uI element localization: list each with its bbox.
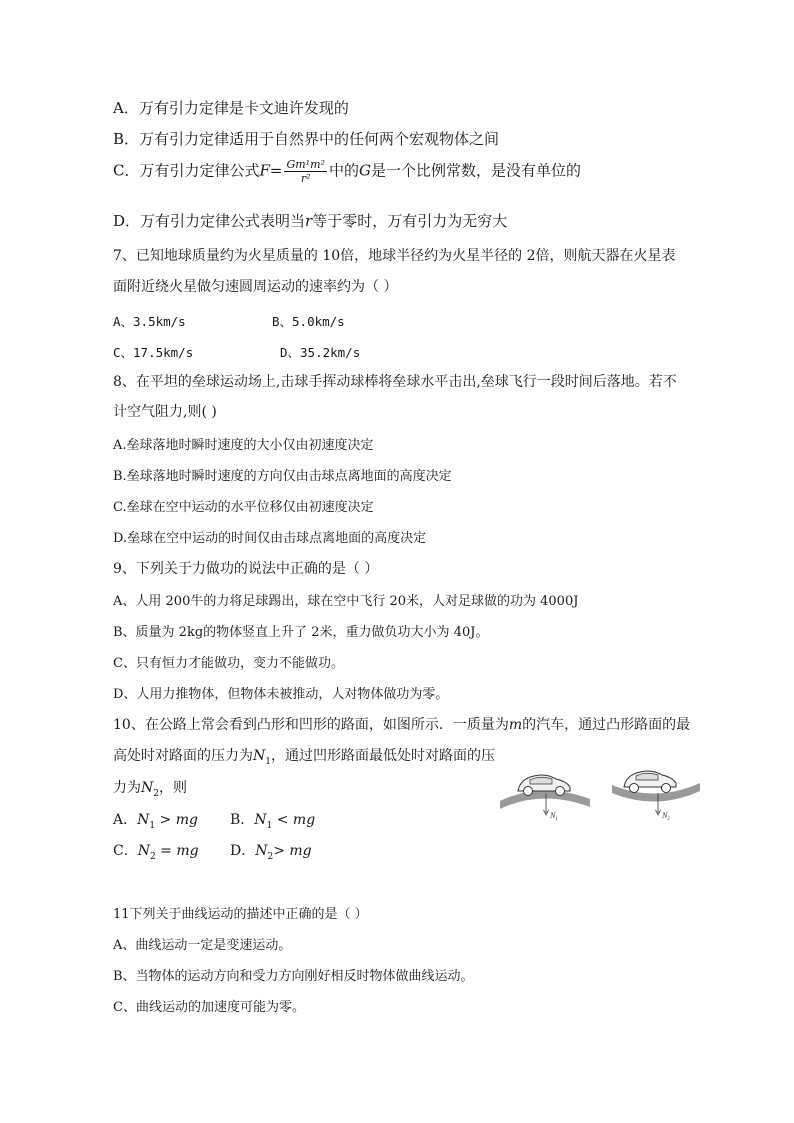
q9-option-d: D、人用力推物体，但物体未被推动，人对物体做功为零。 [113, 687, 449, 702]
q10-stem-line-3 [113, 777, 187, 799]
q7-stem-line-1: 7、已知地球质量约为火星质量的 10倍，地球半径约为火星半径的 2倍，则航天器在火星表 [113, 248, 676, 264]
q9-stem: 9、下列关于力做功的说法中正确的是（ ） [113, 561, 379, 577]
q8-stem-line-1: 8、在平坦的垒球运动场上,击球手挥动球棒将垒球水平击出,垒球飞行一段时间后落地。若不 [113, 374, 677, 390]
symbol-N: N [255, 843, 268, 859]
q8-option-a: A.垒球落地时瞬时速度的大小仅由初速度决定 [113, 438, 374, 453]
option-label: D． [230, 843, 256, 859]
q7-option-a: A、3.5km/s [113, 314, 186, 329]
formula-numerator: Gm¹m² [286, 158, 325, 171]
symbol-m: m [508, 717, 523, 733]
symbol-mg: mg [175, 812, 198, 828]
symbol-N: N [253, 748, 266, 764]
q10-stem-part: 的汽车，通过凸形路面的最 [522, 717, 691, 733]
car-2-icon [624, 771, 676, 793]
q10-stem-part: 力为 [113, 780, 141, 796]
q8-option-c: C.垒球在空中运动的水平位移仅由初速度决定 [113, 500, 374, 515]
subscript-2: 2 [267, 851, 274, 862]
q10-stem-part: ，通过凹形路面最低处时对路面的压 [270, 748, 495, 764]
q10-stem-part: 10、在公路上常会看到凸形和凹形的路面，如图所示．一质量为 [113, 717, 509, 733]
relation: = [155, 843, 177, 859]
q10-option-c [113, 840, 199, 862]
relation: > [273, 843, 290, 859]
convex-road [500, 790, 590, 809]
subscript-1: 1 [265, 756, 271, 767]
q11-option-c: C、曲线运动的加速度可能为零。 [113, 1000, 305, 1015]
symbol-G: G [358, 161, 371, 180]
q11-option-a: A、曲线运动一定是变速运动。 [113, 938, 292, 953]
relation: > [155, 812, 176, 828]
q7-option-b: B、5.0km/s [272, 314, 345, 329]
cars-on-roads-illustration [500, 763, 700, 825]
q9-option-c: C、只有恒力才能做功，变力不能做功。 [113, 656, 344, 671]
option-label: B． [230, 812, 255, 828]
q6-d-prefix: D．万有引力定律公式表明当 [113, 212, 306, 230]
subscript-2: 2 [153, 788, 159, 799]
subscript-1: 1 [266, 820, 273, 831]
formula-denominator: r² [300, 172, 311, 185]
option-label: A． [113, 812, 138, 828]
q10-option-d [230, 840, 312, 862]
q10-stem-line-2 [113, 745, 495, 767]
q9-option-a: A、人用 200牛的力将足球踢出，球在空中飞行 20米，人对足球做的功为 4000J [113, 594, 579, 609]
q10-option-b [230, 809, 315, 831]
symbol-mg: mg [289, 843, 312, 859]
q7-option-c: C、17.5km/s [113, 345, 194, 360]
q7-stem-line-2: 面附近绕火星做匀速圆周运动的速率约为（ ） [113, 279, 398, 295]
subscript-1: 1 [149, 820, 156, 831]
q10-stem-part: ，则 [158, 780, 187, 796]
q9-option-b: B、质量为 2kg的物体竖直上升了 2米，重力做负功大小为 40J。 [113, 625, 489, 640]
symbol-N: N [141, 780, 154, 796]
q6-option-a: A．万有引力定律是卡文迪许发现的 [113, 99, 349, 117]
q6-c-suffix-1: 中的 [328, 161, 359, 180]
q8-stem-line-2: 计空气阻力,则( ) [113, 404, 217, 420]
q6-option-b: B．万有引力定律适用于自然界中的任何两个宏观物体之间 [113, 130, 500, 148]
symbol-r: r [305, 212, 313, 230]
symbol-mg: mg [176, 843, 199, 859]
option-label: C． [113, 843, 138, 859]
figure-label-n2: $N_2$ [662, 811, 670, 822]
q8-option-b: B.垒球落地时瞬时速度的方向仅由击球点离地面的高度决定 [113, 469, 452, 484]
symbol-N: N [137, 812, 150, 828]
q6-option-d [113, 210, 507, 231]
q8-option-d: D.垒球在空中运动的时间仅由击球点离地面的高度决定 [113, 531, 427, 546]
q6-c-prefix: C．万有引力定律公式 [113, 161, 260, 180]
q10-option-a [113, 809, 198, 831]
q10-stem-part: 高处时对路面的压力为 [113, 748, 253, 764]
q10-road-figure [500, 763, 700, 825]
symbol-N: N [254, 812, 267, 828]
q11-stem: 11下列关于曲线运动的描述中正确的是（ ） [113, 907, 368, 922]
symbol-N: N [137, 843, 150, 859]
q7-option-d: D、35.2km/s [280, 345, 361, 360]
symbol-mg: mg [292, 812, 316, 828]
q6-d-suffix: 等于零时，万有引力为无穷大 [312, 212, 508, 230]
q6-option-c [113, 158, 581, 185]
q6-c-suffix-2: 是一个比例常数，是没有单位的 [370, 161, 581, 180]
figure-label-n1: $N_1$ [550, 811, 558, 822]
relation: < [272, 812, 293, 828]
q10-stem-line-1 [113, 714, 690, 734]
formula-fraction [284, 158, 326, 185]
formula-lhs: F= [259, 161, 283, 180]
q11-option-b: B、当物体的运动方向和受力方向刚好相反时物体做曲线运动。 [113, 969, 474, 984]
subscript-2: 2 [149, 851, 156, 862]
